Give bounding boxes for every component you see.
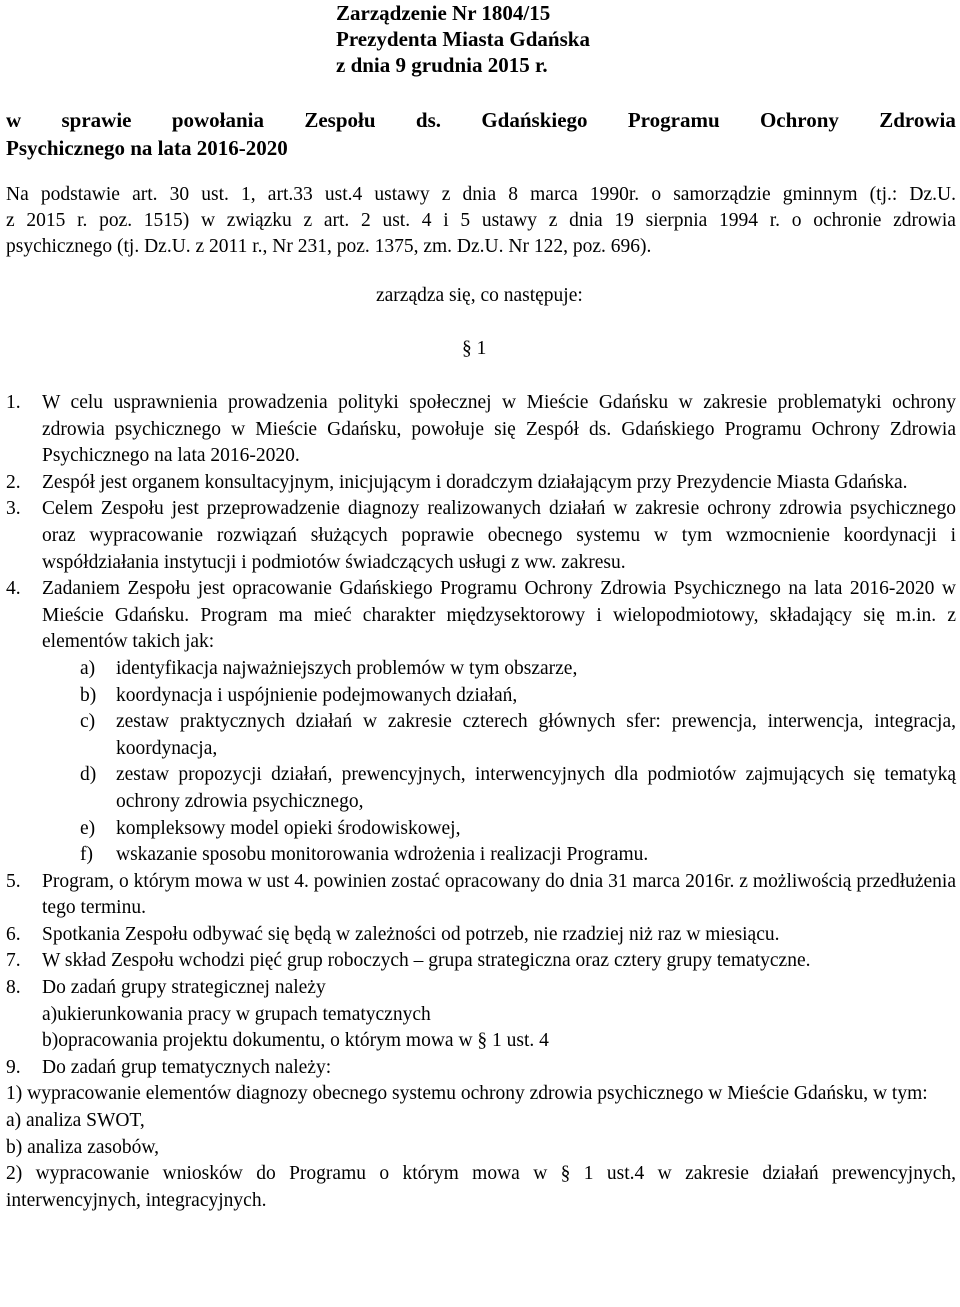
item-number: 1. — [6, 392, 21, 413]
basis-word: zdrowia — [893, 210, 956, 231]
subject-word: Zespołu — [304, 108, 376, 132]
sub-item-letter: b) — [80, 684, 97, 706]
subject-line-2: Psychicznego na lata 2016-2020 — [6, 136, 288, 160]
basis-word: art. — [132, 184, 158, 205]
item-text: Do zadań grup tematycznych należy: — [42, 1056, 332, 1078]
item-number: 4. — [6, 578, 21, 600]
basis-word: 1994 — [719, 210, 759, 231]
basis-word: gminnym — [782, 184, 858, 205]
list-item — [6, 869, 956, 922]
sub-item-letter: a) — [80, 657, 96, 679]
subject-word: w — [6, 108, 22, 132]
item-text: Do zadań grupy strategicznej należy — [42, 977, 326, 999]
title-line-2: Prezydenta Miasta Gdańska — [336, 27, 590, 51]
basis-word: Na — [6, 184, 29, 205]
basis-word: ochronie — [813, 210, 882, 231]
subject-line-1 — [6, 106, 956, 134]
basis-word: i — [443, 210, 449, 231]
basis-word: w — [201, 210, 216, 231]
basis-word: ust. — [201, 184, 229, 205]
list-item — [6, 470, 956, 497]
sub-item-letter: d) — [80, 764, 97, 786]
item-number: 9. — [6, 1056, 21, 1078]
basis-word: 2 — [360, 210, 371, 231]
basis-word: ust.4 — [324, 184, 363, 205]
document-title — [336, 0, 590, 78]
basis-word: 30 — [169, 184, 190, 205]
item-8-sub-a: a)ukierunkowania pracy w grupach tematycznych — [42, 1003, 431, 1025]
item-9-point-1a: a) analiza SWOT, — [6, 1110, 145, 1132]
basis-word: sierpnia — [645, 210, 708, 231]
basis-word: 1990r. — [589, 184, 640, 205]
basis-word: art. — [323, 210, 350, 231]
basis-word: 5 — [460, 210, 471, 231]
item-text: Zespół jest organem konsultacyjnym, inicjującym i doradczym działającym przy Prezydencie Miasta Gdańska. — [42, 471, 908, 493]
subject-word: Zdrowia — [879, 108, 956, 132]
sub-item-text: identyfikacja najważniejszych problemów w tym obszarze, — [116, 657, 578, 679]
item-number: 7. — [6, 950, 21, 972]
item-number: 8. — [6, 977, 21, 999]
basis-word: ustawy — [374, 184, 430, 205]
basis-word: dnia — [462, 184, 497, 205]
basis-word: samorządzie — [673, 184, 771, 205]
basis-word: 19 — [614, 210, 634, 231]
sub-item-letter: e) — [80, 817, 96, 839]
item-number: 5. — [6, 870, 21, 892]
sub-item-letter: c) — [80, 711, 96, 733]
item-text: Program, o którym mowa w ust 4. powinien zostać opracowany do dnia 31 marca 2016r. z możliwością przedłużenia tego terminu. — [42, 870, 956, 919]
orders-statement: zarządza się, co następuje: — [376, 285, 583, 306]
subject-word: Ochrony — [759, 108, 839, 132]
item-9-point-1b: b) analiza zasobów, — [6, 1136, 160, 1158]
basis-word: 8 — [508, 184, 518, 205]
basis-word: podstawie — [40, 184, 120, 205]
item-text: W celu usprawnienia prowadzenia polityki społecznej w Mieście Gdańsku w zakresie problematyki ochrony zdrowia psychicznego w Mieście Gdańsku, powołuje się Zespół ds. Gdańskiego Programu Ochrony Zdrowia Psychicznego na lata 2016-2020. — [42, 392, 956, 467]
basis-word: poz. — [99, 210, 133, 231]
subject-word: powołania — [171, 108, 265, 132]
basis-word: z — [548, 210, 558, 231]
sub-item-letter: f) — [80, 844, 93, 866]
basis-word: Dz.U. — [909, 184, 956, 205]
basis-word: o — [791, 210, 802, 231]
sub-item-text: wskazanie sposobu monitorowania wdrożenia i realizacji Programu. — [116, 844, 649, 866]
basis-word: ustawy — [481, 210, 538, 231]
basis-word: ust. — [382, 210, 411, 231]
list-item — [6, 576, 956, 656]
document-body — [6, 390, 956, 1214]
basis-word: z — [303, 210, 313, 231]
basis-word: dnia — [569, 210, 603, 231]
item-9-point-2: 2) wypracowanie wniosków do Programu o którym mowa w § 1 ust.4 w zakresie działań prewencyjnych, interwencyjnych, integracyjnych. — [6, 1163, 956, 1211]
basis-word: z — [6, 210, 15, 231]
basis-word: 2015 — [26, 210, 66, 231]
basis-word: r. — [769, 210, 781, 231]
basis-line-2 — [6, 208, 956, 234]
legal-basis — [6, 182, 956, 260]
basis-line-1 — [6, 182, 956, 208]
basis-word: związku — [226, 210, 292, 231]
subject-word: Gdańskiego — [481, 108, 588, 132]
basis-word: 1515) — [143, 210, 190, 231]
item-number: 6. — [6, 923, 21, 945]
list-item — [6, 1055, 956, 1082]
sub-item — [6, 762, 956, 815]
list-item — [6, 948, 956, 975]
list-item — [6, 975, 956, 1002]
section-mark: § 1 — [462, 338, 487, 359]
list-item — [6, 496, 956, 576]
basis-word: marca — [530, 184, 578, 205]
basis-word: art.33 — [267, 184, 313, 205]
sub-item — [6, 709, 956, 762]
item-text: Spotkania Zespołu odbywać się będą w zależności od potrzeb, nie rzadziej niż raz w miesiącu. — [42, 923, 780, 945]
item-9-point-1: 1) wypracowanie elementów diagnozy obecnego systemu ochrony zdrowia psychicznego w Mieście Gdańsku, w tym: — [6, 1083, 928, 1105]
list-item — [6, 390, 956, 470]
document-subject — [6, 106, 956, 162]
sub-item-text: kompleksowy model opieki środowiskowej, — [116, 817, 461, 839]
item-number: 2. — [6, 471, 21, 493]
title-line-1: Zarządzenie Nr 1804/15 — [336, 1, 551, 25]
subject-word: sprawie — [61, 108, 132, 132]
basis-word: (tj.: — [869, 184, 898, 205]
basis-word: 4 — [421, 210, 432, 231]
list-item — [6, 922, 956, 949]
sub-item — [6, 656, 956, 683]
basis-word: r. — [77, 210, 88, 231]
sub-item-text: zestaw propozycji działań, prewencyjnych, interwencyjnych dla podmiotów zajmujących się tematyką ochrony zdrowia psychicznego, — [116, 764, 956, 812]
item-text: Celem Zespołu jest przeprowadzenie diagnozy realizowanych działań w zakresie ochrony zdrowia psychicznego oraz wypracowanie rozwiązań służących poprawie obecnego systemu w tym wzmocnienie koordynacji i współdziałania instytucji i podmiotów świadczących usługi z ww. zakresu. — [42, 498, 956, 573]
sub-item — [6, 842, 956, 869]
item-8-sub-b: b)opracowania projektu dokumentu, o którym mowa w § 1 ust. 4 — [42, 1030, 549, 1052]
sub-item-text: zestaw praktycznych działań w zakresie czterech głównych sfer: prewencja, interwencja, integracja, koordynacja, — [116, 711, 956, 759]
item-number: 3. — [6, 498, 21, 520]
basis-word: 1, — [241, 184, 256, 205]
basis-line-3: psychicznego (tj. Dz.U. z 2011 r., Nr 231, poz. 1375, zm. Dz.U. Nr 122, poz. 696). — [6, 236, 652, 257]
sub-item — [6, 816, 956, 843]
subject-word: ds. — [415, 108, 441, 132]
subject-word: Programu — [627, 108, 720, 132]
basis-word: z — [441, 184, 451, 205]
item-text: Zadaniem Zespołu jest opracowanie Gdańskiego Programu Ochrony Zdrowia Psychicznego na lata 2016-2020 w Mieście Gdańsku. Program ma mieć charakter międzysektorowy i wielopodmiotowy, składający się m.in. z elementów takich jak: — [42, 578, 956, 653]
basis-word: o — [651, 184, 662, 205]
item-text: W skład Zespołu wchodzi pięć grup roboczych – grupa strategiczna oraz cztery grupy tematyczne. — [42, 950, 811, 972]
sub-item — [6, 683, 956, 710]
sub-item-text: koordynacja i uspójnienie podejmowanych działań, — [116, 684, 518, 706]
title-line-3: z dnia 9 grudnia 2015 r. — [336, 53, 548, 77]
